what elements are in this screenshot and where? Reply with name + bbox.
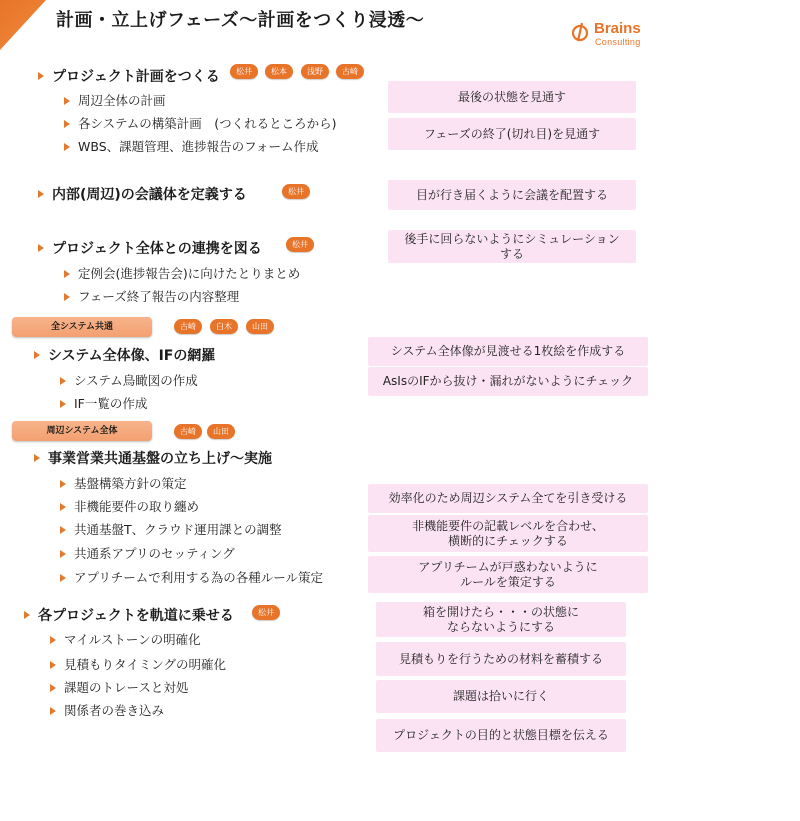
- owner-tag: 古崎: [336, 64, 364, 79]
- item-label: システム全体像、IFの網羅: [48, 348, 216, 364]
- section-label-all-systems: 全システム共通: [12, 317, 152, 337]
- subitem-label: アプリチームで利用する為の各種ルール策定: [74, 570, 324, 585]
- owner-tag: 松本: [265, 64, 293, 79]
- bullet-icon: [24, 611, 30, 619]
- subitem: [64, 137, 319, 155]
- subitem-label: 関係者の巻き込み: [64, 703, 165, 718]
- item-sys-overview: [34, 345, 215, 365]
- bullet-icon: [64, 120, 70, 128]
- subitem: [60, 474, 187, 492]
- note-box: 効率化のため周辺システム全てを引き受ける: [368, 484, 648, 513]
- bullet-icon: [50, 661, 56, 669]
- note-box: AsIsのIFから抜け・漏れがないようにチェック: [368, 367, 648, 396]
- item-track: [24, 605, 234, 625]
- subitem-label: WBS、課題管理、進捗報告のフォーム作成: [78, 139, 319, 154]
- note-box: 後手に回らないようにシミュレーション する: [388, 230, 636, 263]
- bullet-icon: [38, 190, 44, 198]
- note-box: 課題は拾いに行く: [376, 680, 626, 713]
- subitem: [60, 544, 235, 562]
- bullet-icon: [60, 550, 66, 558]
- corner-accent: [0, 0, 46, 50]
- owner-tag: 浅野: [301, 64, 329, 79]
- bullet-icon: [64, 293, 70, 301]
- owner-tag: 松井: [282, 184, 310, 199]
- subitem-label: 定例会(進捗報告会)に向けたとりまとめ: [78, 266, 301, 281]
- note-box: プロジェクトの目的と状態目標を伝える: [376, 719, 626, 752]
- subitem-label: 課題のトレースと対処: [64, 680, 189, 695]
- subitem-label: IF一覧の作成: [74, 396, 148, 411]
- item-label: 各プロジェクトを軌道に乗せる: [38, 608, 234, 624]
- subitem-label: 各システムの構築計画 (つくれるところから): [78, 116, 337, 131]
- bullet-icon: [60, 503, 66, 511]
- bullet-icon: [38, 244, 44, 252]
- logo-mark-icon: [572, 22, 590, 42]
- note-box: アプリチームが戸惑わないように ルールを策定する: [368, 556, 648, 593]
- bullet-icon: [50, 636, 56, 644]
- bullet-icon: [34, 351, 40, 359]
- section-label-surrounding: 周辺システム全体: [12, 421, 152, 441]
- logo-subtext: Consulting: [595, 37, 641, 47]
- subitem: [60, 520, 282, 538]
- bullet-icon: [64, 143, 70, 151]
- bullet-icon: [64, 97, 70, 105]
- subitem: [50, 678, 188, 696]
- note-box: システム全体像が見渡せる1枚絵を作成する: [368, 337, 648, 366]
- note-box: 最後の状態を見通す: [388, 81, 636, 113]
- note-box: 箱を開けたら・・・の状態に ならないようにする: [376, 602, 626, 637]
- bullet-icon: [60, 377, 66, 385]
- owner-tag: 松井: [252, 605, 280, 620]
- bullet-icon: [34, 454, 40, 462]
- bullet-icon: [64, 270, 70, 278]
- subitem: [60, 394, 147, 412]
- item-proj-plan: [38, 66, 220, 86]
- bullet-icon: [50, 707, 56, 715]
- subitem-label: 周辺全体の計画: [78, 93, 166, 108]
- bullet-icon: [60, 526, 66, 534]
- item-label: プロジェクト計画をつくる: [52, 69, 220, 85]
- subitem-label: マイルストーンの明確化: [64, 632, 201, 647]
- item-link: [38, 238, 262, 258]
- subitem: [50, 701, 164, 719]
- subitem: [50, 630, 201, 648]
- subitem: [50, 655, 226, 673]
- subitem: [60, 568, 323, 586]
- subitem: [60, 371, 198, 389]
- bullet-icon: [60, 400, 66, 408]
- subitem-label: 共通基盤T、クラウド運用課との調整: [74, 522, 282, 537]
- bullet-icon: [60, 480, 66, 488]
- subitem: [64, 91, 166, 109]
- subitem-label: 見積もりタイミングの明確化: [64, 657, 227, 672]
- subitem-label: 基盤構築方針の策定: [74, 476, 187, 491]
- note-box: 目が行き届くように会議を配置する: [388, 180, 636, 210]
- subitem-label: フェーズ終了報告の内容整理: [78, 289, 240, 304]
- owner-tag: 古崎: [174, 424, 202, 439]
- item-label: プロジェクト全体との連携を図る: [52, 241, 262, 257]
- logo-text: Brains: [594, 20, 641, 37]
- brains-logo: [572, 20, 662, 46]
- subitem-label: 非機能要件の取り纏め: [74, 499, 200, 514]
- note-box: 見積もりを行うための材料を蓄積する: [376, 642, 626, 676]
- bullet-icon: [50, 684, 56, 692]
- bullet-icon: [38, 72, 44, 80]
- item-infra: [34, 448, 272, 468]
- owner-tag: 山田: [246, 319, 274, 334]
- owner-tag: 松井: [286, 237, 314, 252]
- subitem: [64, 264, 300, 282]
- owner-tag: 山田: [207, 424, 235, 439]
- owner-tag: 古崎: [174, 319, 202, 334]
- item-label: 事業営業共通基盤の立ち上げ〜実施: [48, 451, 272, 467]
- bullet-icon: [60, 574, 66, 582]
- item-meeting: [38, 184, 247, 204]
- subitem-label: システム鳥瞰図の作成: [74, 373, 198, 388]
- note-box: 非機能要件の記載レベルを合わせ、 横断的にチェックする: [368, 515, 648, 552]
- subitem: [60, 497, 199, 515]
- subitem: [64, 287, 239, 305]
- owner-tag: 松井: [230, 64, 258, 79]
- owner-tag: 白木: [210, 319, 238, 334]
- subitem-label: 共通系アプリのセッティング: [74, 546, 235, 561]
- item-label: 内部(周辺)の会議体を定義する: [52, 187, 247, 203]
- page-title: 計画・立上げフェーズ〜計画をつくり浸透〜: [56, 10, 425, 31]
- note-box: フェーズの終了(切れ目)を見通す: [388, 118, 636, 150]
- subitem: [64, 114, 337, 132]
